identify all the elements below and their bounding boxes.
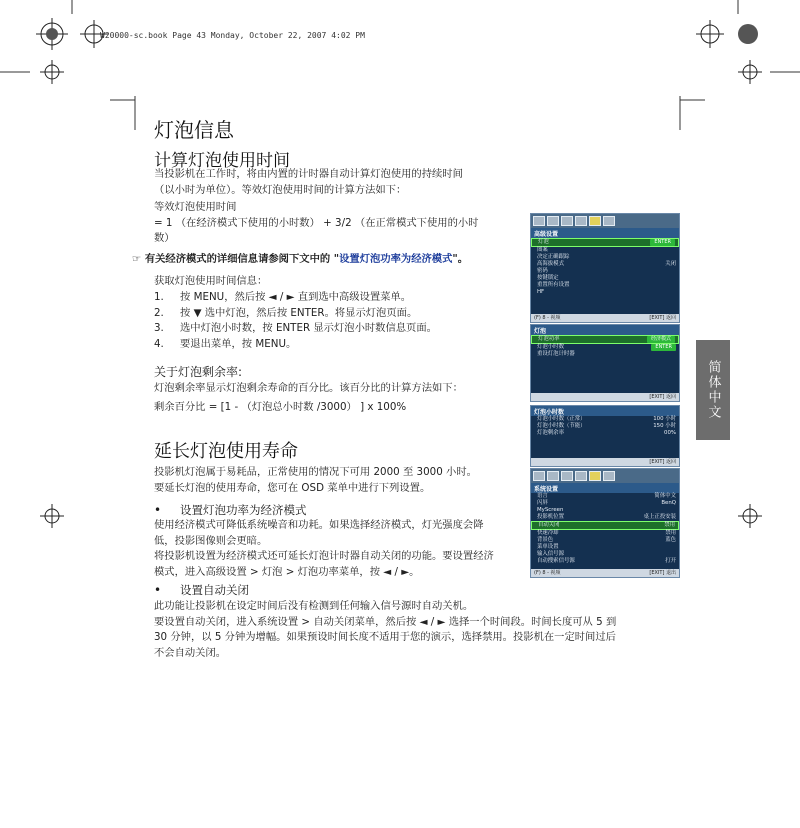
steps-label: 获取灯泡使用时间信息：: [154, 275, 268, 287]
bullet-eco-mode: • 设置灯泡功率为经济模式: [154, 503, 307, 517]
list-item: 3. 选中灯泡小时数，按 ENTER 显示灯泡小时数信息页面。: [154, 322, 437, 334]
bullet-auto-off: • 设置自动关闭: [154, 583, 249, 597]
heading-extend-lamp-life: 延长灯泡使用寿命: [154, 441, 298, 462]
language-tab: 简体中文: [696, 340, 730, 440]
osd-row: 背景色 蓝色: [537, 537, 676, 543]
osd-row: 图案: [537, 247, 548, 253]
formula-block: 等效灯泡使用时间 = 1 （在经济模式下使用的小时数） + 3/2 （在正常模式下使用的小时 数）: [154, 201, 479, 244]
osd-row: HF: [537, 289, 545, 295]
remain-formula: 剩余百分比 = [1 - （灯泡总小时数 /3000） ] x 100%: [154, 401, 407, 413]
osd-row: 高海拔模式 关闭: [537, 261, 676, 267]
osd-row: 灯泡小时数（正常） 100 小时: [537, 416, 676, 422]
osd-row: 快速冷却 禁用: [537, 530, 676, 536]
note-link[interactable]: 设置灯泡功率为经济模式: [339, 253, 453, 265]
osd-row: 按键锁定: [537, 275, 559, 281]
remain-text: 灯泡剩余率显示灯泡剩余寿命的百分比。该百分比的计算方法如下：: [154, 382, 463, 394]
osd-row: MyScreen: [537, 507, 564, 513]
osd-row: 决定正确跟踪: [537, 254, 570, 260]
osd-row: 输入信号源: [537, 551, 564, 557]
osd-row: 密码: [537, 268, 548, 274]
osd-tab-bar: [531, 469, 679, 483]
pointing-hand-icon: ☞: [132, 253, 142, 265]
osd-row: 自动关闭 禁用: [531, 521, 679, 530]
osd-row: 重置所有设置: [537, 282, 570, 288]
registration-mark-icon: [80, 20, 108, 48]
heading-lamp-remain: 关于灯泡剩余率:: [154, 365, 243, 379]
osd-lamp: 灯泡 灯泡功率 经济模式 灯泡小时数 ENTER 重设灯泡计时器 [EXIT] 返回: [530, 324, 680, 402]
osd-tab-bar: [531, 214, 679, 228]
osd-row: 菜单设置: [537, 544, 559, 550]
list-item: 4. 要退出菜单，按 MENU。: [154, 337, 297, 350]
calc-intro: 当投影机在工作时，将由内置的计时器自动计算灯泡使用的持续时间 （以小时为单位）。等效灯泡使用时间的计算方法如下：: [154, 168, 463, 196]
osd-row: 闪屏 BenQ: [537, 500, 676, 506]
steps-list: [154, 290, 524, 352]
registration-mark-icon: [46, 28, 58, 40]
registration-mark-icon: [738, 24, 758, 44]
osd-row: 灯泡 ENTER: [531, 238, 679, 247]
osd-row: 自动搜索信号源 打开: [537, 558, 676, 564]
osd-system-settings: 系统设置 语言 简体中文 闪屏 BenQ MyScreen 投影机位置 桌上正投安装 自动关闭 禁用 快速冷却 禁用 背景色 蓝色 菜单设置 输入信号源 自动搜索信号源 打开 (F) 8 - 视频 [EXIT] 退出: [530, 468, 680, 578]
registration-mark-icon: [696, 20, 724, 48]
osd-row: 灯泡剩余率 00%: [537, 430, 676, 436]
note: ☞ 有关经济模式的详细信息请参阅下文中的 "设置灯泡功率为经济模式"。: [132, 253, 469, 265]
osd-lamp-hours: 灯泡小时数 灯泡小时数（正常） 100 小时 灯泡小时数（节能） 150 小时 灯泡剩余率 00% [EXIT] 返回: [530, 405, 680, 467]
osd-row: 灯泡小时数（节能） 150 小时: [537, 423, 676, 429]
osd-row: 投影机位置 桌上正投安装: [537, 514, 676, 520]
eco-mode-text: 使用经济模式可降低系统噪音和功耗。如果选择经济模式，灯光强度会降 低，投影图像则会更暗。 将投影机设置为经济模式还可延长灯泡计时器自动关闭的功能。要设置经济 模式，进入高级设置 > 灯泡 > 灯泡功率菜单，按 ◄ / ►。: [154, 519, 494, 578]
list-item: 2. 按 ▼ 选中灯泡，然后按 ENTER。将显示灯泡页面。: [154, 306, 418, 319]
crop-marks: [0, 0, 800, 130]
page-title: 灯泡信息: [154, 118, 234, 142]
list-item: 1. 按 MENU，然后按 ◄ / ► 直到选中高级设置菜单。: [154, 291, 412, 303]
print-header: W20000-sc.book Page 43 Monday, October 22, 2007 4:02 PM: [100, 31, 365, 40]
osd-row: 重设灯泡计时器: [537, 351, 575, 357]
extend-intro: 投影机灯泡属于易耗品，正常使用的情况下可用 2000 至 3000 小时。 要延长灯泡的使用寿命，您可在 OSD 菜单中进行下列设置。: [154, 466, 477, 494]
auto-off-text: 此功能让投影机在设定时间后没有检测到任何输入信号源时自动关机。 要设置自动关闭，进入系统设置 > 自动关闭菜单，然后按 ◄ / ► 选择一个时间段。时间长度可从 5 到 30 分钟，以 5 分钟为增幅。如果预设时间长度不适用于您的演示，选择禁用。投影机在一定时间过后 不会自动关闭。: [154, 600, 617, 659]
osd-advanced-settings: 高级设置 灯泡 ENTER 图案 决定正确跟踪 高海拔模式 关闭 密码 按键锁定 重置所有设置 HF (F) 8 - 视频 [EXIT] 返回: [530, 213, 680, 323]
osd-row: 语言 简体中文: [537, 493, 676, 499]
osd-row: 灯泡功率 经济模式: [531, 335, 679, 344]
heading-calc-lamp-hours: 计算灯泡使用时间: [154, 151, 290, 171]
osd-row: 灯泡小时数 ENTER: [531, 344, 679, 351]
